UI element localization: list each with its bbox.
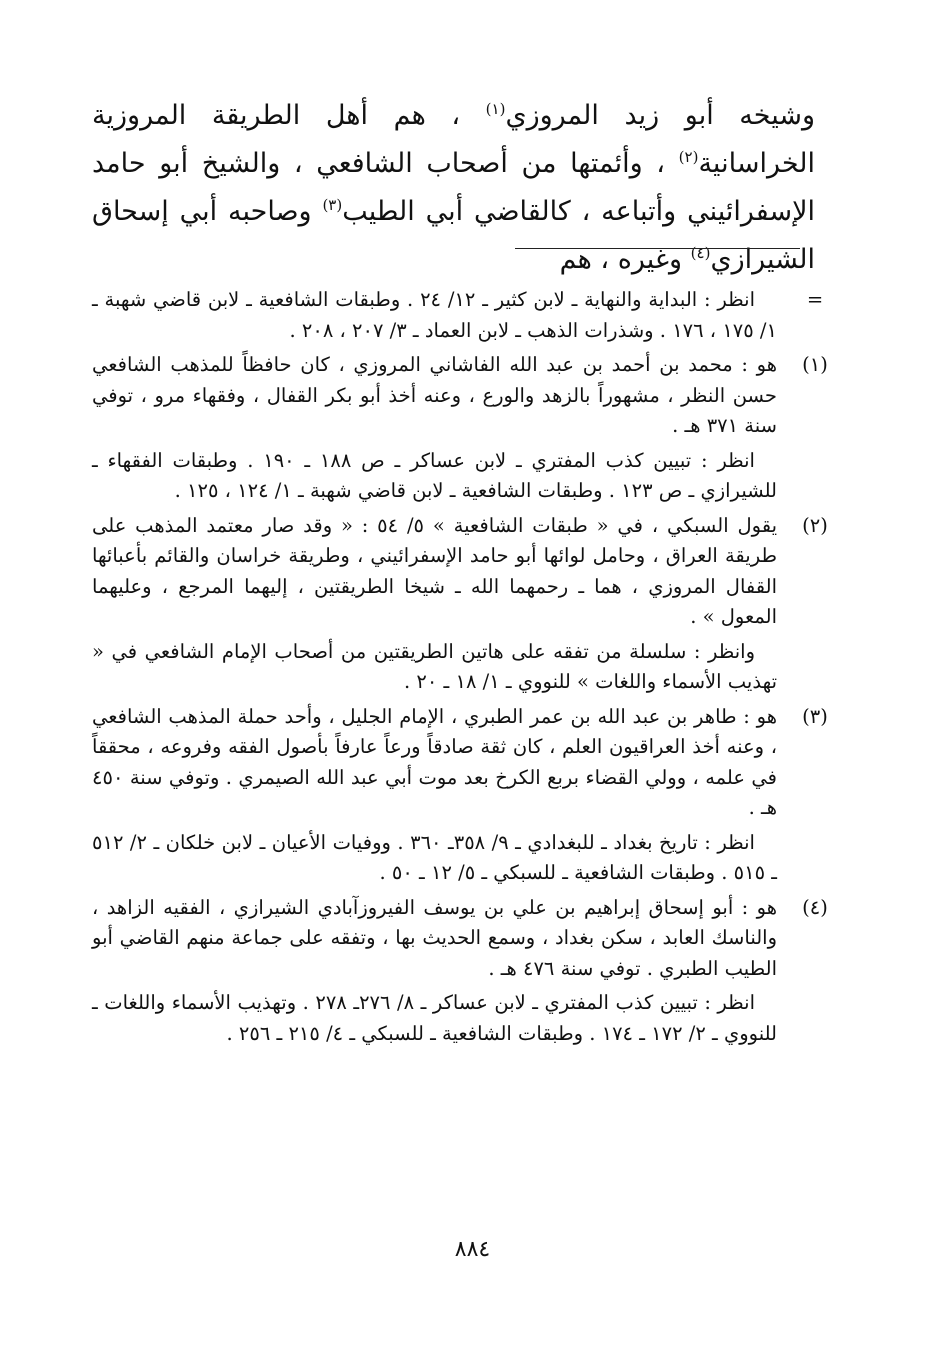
- footnote-number: (٣): [802, 704, 828, 728]
- footnotes-section: [92, 285, 828, 1053]
- footnote-4: [92, 893, 828, 1050]
- footnote-ref-2: (٢): [678, 148, 699, 166]
- continuation-marker: =: [806, 288, 824, 311]
- footnote-ref-4: (٤): [690, 244, 711, 262]
- footnote-separator: [515, 248, 800, 249]
- footnote-2: [92, 511, 828, 698]
- footnote-ref-3: (٣): [322, 196, 343, 214]
- footnote-text: هو : طاهر بن عبد الله بن عمر الطبري ، الإمام الجليل ، وأحد حملة المذهب الشافعي ، وعنه أخذ العراقيون العلم ، كان ثقة صادقاً ورعاً عارفاً بأصول الفقه وفروعه ، محققاً في علمه ، وولي القضاء بربع الكرخ بعد موت أبي عبد الله الصيمري . وتوفي سنة ٤٥٠ هـ .: [92, 704, 777, 819]
- footnote-sources: انظر : تاريخ بغداد ـ للبغدادي ـ ٩/ ٣٥٨ـ ٣٦٠ . ووفيات الأعيان ـ لابن خلكان ـ ٢/ ٥١٢ ـ ٥١٥ . وطبقات الشافعية ـ للسبكي ـ ٥/ ١٢ ـ ٥٠ .: [92, 830, 777, 884]
- footnote-number: (٤): [802, 895, 828, 919]
- main-text-part: وشيخه أبو زيد المروزي: [505, 100, 815, 131]
- footnote-ref-1: (١): [485, 100, 506, 118]
- footnote-continuation: [92, 285, 825, 346]
- footnote-1: [92, 350, 828, 507]
- main-text-part: وصاحبه أبي إسحاق الشيرازي: [92, 196, 815, 275]
- footnote-text: هو : محمد بن أحمد بن عبد الله الفاشاني المروزي ، كان حافظاً للمذهب الشافعي حسن النظر ، مشهوراً بالزهد والورع ، وعنه أخذ أبو بكر القفال ، وفقهاء مرو ، توفي سنة ٣٧١ هـ .: [92, 353, 777, 437]
- main-body-text: [92, 92, 815, 284]
- footnote-text: يقول السبكي ، في « طبقات الشافعية » ٥/ ٥٤ : « وقد صار معتمد المذهب على طريقة العراق ، وحامل لوائها أبو حامد الإسفرائيني ، وطريقة خراسان والقائم بأعبائها القفال المروزي ، هما ـ رحمهما الله ـ شيخا الطريقتين ، إليهما المرجع ، وعليهما المعول » .: [92, 513, 778, 628]
- main-text-part: ، هم أهل الطريقة المروزية الخراسانية: [92, 100, 815, 179]
- footnote-number: (١): [802, 353, 828, 376]
- footnote-sources: وانظر : سلسلة من تفقه على هاتين الطريقتين من أصحاب الإمام الشافعي في « تهذيب الأسماء واللغات » للنووي ـ ١/ ١٨ ـ ٢٠ .: [92, 639, 777, 693]
- main-text-part: ، وأئمتها من أصحاب الشافعي ، والشيخ أبو حامد الإسفرائيني وأتباعه ، كالقاضي أبي الطيب: [92, 148, 815, 227]
- footnote-sources: انظر : تبيين كذب المفتري ـ لابن عساكر ـ ص ١٨٨ ـ ١٩٠ . وطبقات الفقهاء ـ للشيرازي ـ ص ١٢٣ . وطبقات الشافعية ـ لابن قاضي شهبة ـ ١/ ١٢٤ ، ١٢٥ .: [92, 448, 777, 502]
- main-text-part: وغيره ، هم: [559, 244, 691, 275]
- page-number: ٨٨٤: [454, 1237, 491, 1262]
- footnote-text: هو : أبو إسحاق إبراهيم بن علي بن يوسف الفيروزآبادي الشيرازي ، الفقيه الزاهد ، والناسك العابد ، سكن بغداد ، وسمع الحديث بها ، وتفقه على جماعة منهم القاضي أبو الطيب الطبري . توفي سنة ٤٧٦ هـ .: [92, 895, 777, 980]
- footnote-sources: انظر : تبيين كذب المفتري ـ لابن عساكر ـ ٨/ ٢٧٦ـ ٢٧٨ . وتهذيب الأسماء واللغات ـ للنووي ـ ٢/ ١٧٢ ـ ١٧٤ . وطبقات الشافعية ـ للسبكي ـ ٤/ ٢١٥ ـ ٢٥٦ .: [92, 991, 777, 1045]
- footnote-number: (٢): [802, 513, 828, 537]
- footnote-sources: انظر : البداية والنهاية ـ لابن كثير ـ ١٢/ ٢٤ . وطبقات الشافعية ـ لابن قاضي شهبة ـ ١/ ١٧٥ ، ١٧٦ . وشذرات الذهب ـ لابن العماد ـ ٣/ ٢٠٧ ، ٢٠٨ .: [92, 288, 777, 342]
- footnote-3: [92, 702, 828, 889]
